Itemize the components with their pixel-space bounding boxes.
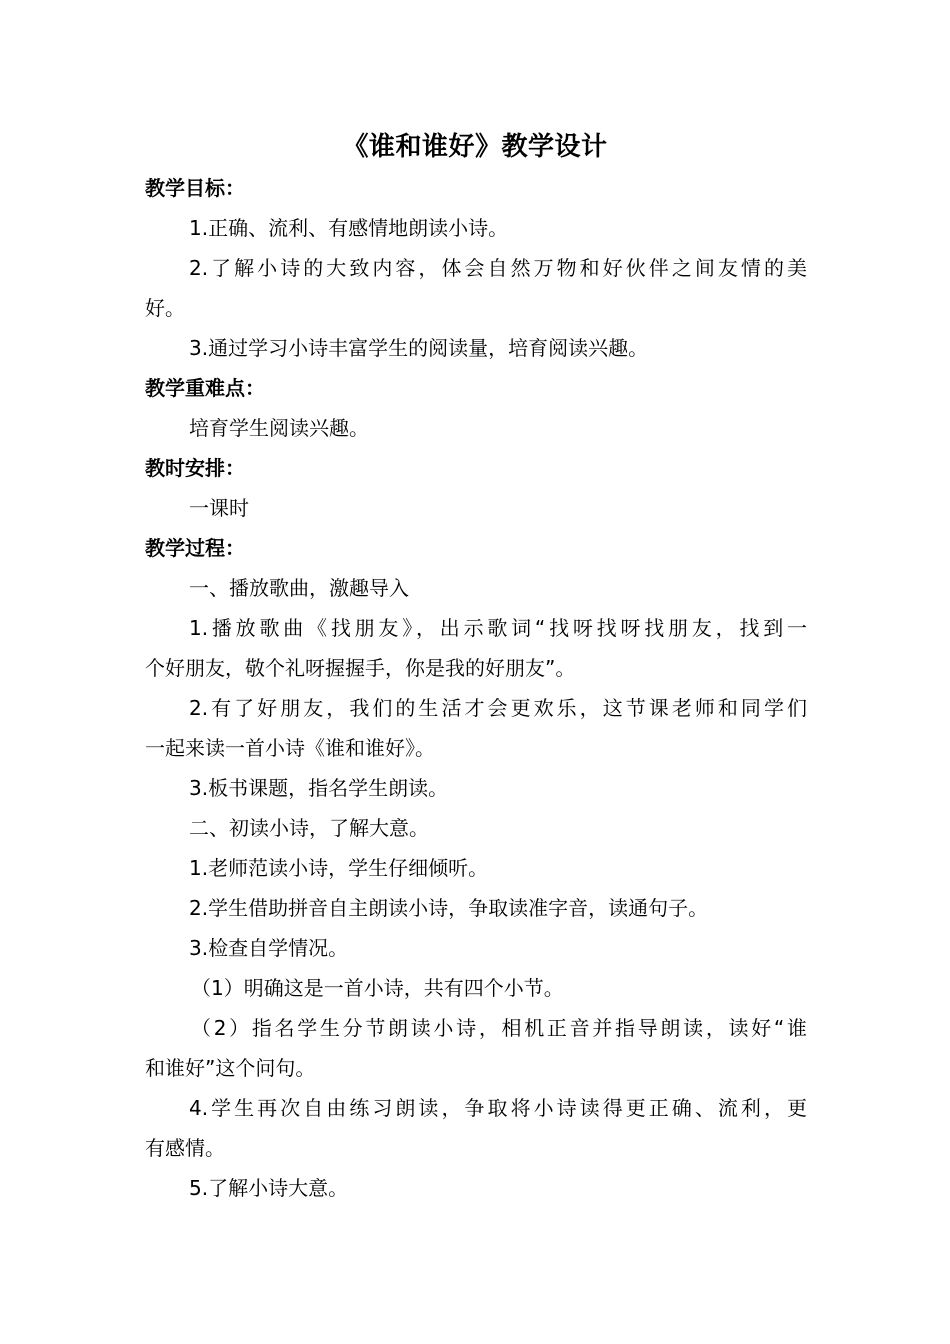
subsection-heading: 一、播放歌曲，激趣导入 (189, 576, 409, 600)
subsection-heading: 二、初读小诗，了解大意。 (189, 816, 429, 840)
paragraph-line: 个好朋友，敬个礼呀握握手，你是我的好朋友”。 (145, 656, 576, 680)
document-body (145, 168, 807, 1208)
paragraph-line: 2.学生借助拼音自主朗读小诗，争取读准字音，读通句子。 (189, 896, 709, 920)
paragraph-line: （2）指名学生分节朗读小诗，相机正音并指导朗读，读好“谁 (191, 1016, 807, 1040)
paragraph-line: 1.正确、流利、有感情地朗读小诗。 (189, 216, 509, 240)
section-heading-process: 教学过程： (145, 536, 245, 560)
paragraph-line: 1.老师范读小诗，学生仔细倾听。 (189, 856, 489, 880)
paragraph-line: 5.了解小诗大意。 (189, 1176, 349, 1200)
paragraph-line: 好。 (145, 296, 185, 320)
paragraph-line: 一课时 (189, 496, 249, 520)
paragraph-line: 2.了解小诗的大致内容，体会自然万物和好伙伴之间友情的美 (189, 256, 807, 280)
paragraph-line: 4.学生再次自由练习朗读，争取将小诗读得更正确、流利，更 (189, 1096, 807, 1120)
paragraph-line: 和谁好”这个问句。 (145, 1056, 316, 1080)
paragraph-line: 一起来读一首小诗《谁和谁好》。 (145, 736, 435, 760)
section-heading-schedule: 教时安排： (145, 456, 245, 480)
paragraph-line: 3.检查自学情况。 (189, 936, 349, 960)
section-heading-objectives: 教学目标： (145, 176, 245, 200)
document-title: 《谁和谁好》教学设计 (342, 132, 608, 162)
paragraph-line: 2.有了好朋友，我们的生活才会更欢乐，这节课老师和同学们 (189, 696, 807, 720)
paragraph-line: 3.通过学习小诗丰富学生的阅读量，培育阅读兴趣。 (189, 336, 649, 360)
paragraph-line: 1.播放歌曲《找朋友》，出示歌词“找呀找呀找朋友，找到一 (189, 616, 807, 640)
section-heading-key-points: 教学重难点： (145, 376, 265, 400)
paragraph-line: （1）明确这是一首小诗，共有四个小节。 (191, 976, 564, 1000)
paragraph-line: 3.板书课题，指名学生朗读。 (189, 776, 449, 800)
paragraph-line: 培育学生阅读兴趣。 (189, 416, 369, 440)
paragraph-line: 有感情。 (145, 1136, 225, 1160)
